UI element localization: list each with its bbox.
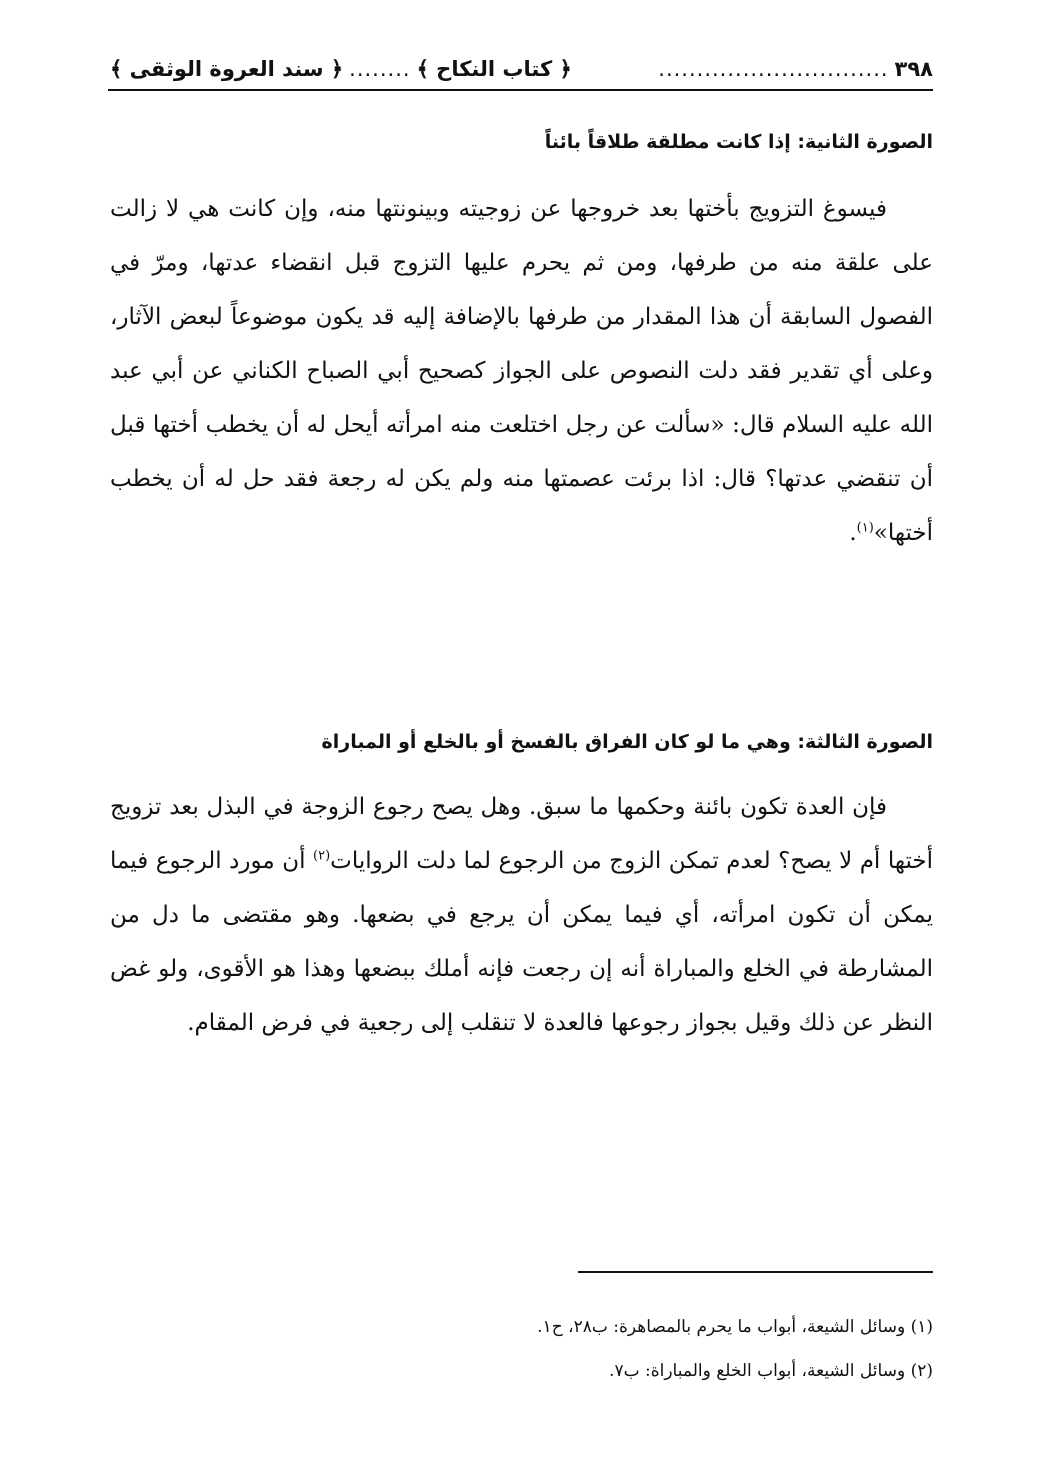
paragraph-third-case-text-b: أن مورد الرجوع فيما يمكن أن تكون امرأته، أي فيما يمكن أن يرجع في بضعها. وهو مقتضى ما دل من المشارطة في الخلع والمباراة أنه إن رجعت فإنه أملك ببضعها وهذا هو الأقوى، ولو غض النظر عن ذلك وقيل بجواز رجوعها فالعدة لا تنقلب إلى رجعية في فرض المقام.	[110, 848, 933, 1036]
page-number: ٣٩٨	[894, 57, 933, 81]
footnote-ref-2: (٢)	[313, 848, 331, 864]
header-dots-leader: ..............................	[658, 57, 889, 81]
footnote-2: (٢) وسائل الشيعة، أبواب الخلع والمباراة: ب٧.	[609, 1361, 933, 1381]
header-rule	[108, 89, 933, 91]
footnote-ref-1: (١)	[856, 520, 874, 536]
chapter-title: ﴿ كتاب النكاح ﴾	[416, 57, 572, 81]
header-titles	[110, 57, 572, 81]
footnote-1: (١) وسائل الشيعة، أبواب ما يحرم بالمصاهرة: ب٢٨، ح١.	[537, 1317, 933, 1337]
header-dots-separator: ........	[349, 57, 411, 81]
section-heading-second-case: الصورة الثانية: إذا كانت مطلقة طلاقاً بائناً	[544, 131, 933, 153]
paragraph-second-case	[110, 182, 933, 560]
footnotes	[110, 1305, 933, 1393]
paragraph-third-case-text-a: فإن العدة تكون بائنة وحكمها ما سبق. وهل يصح رجوع الزوجة في البذل بعد تزويج أختها أم لا يصح؟ لعدم تمكن الزوج من الرجوع لما دلت الروايات	[110, 794, 933, 874]
running-header	[110, 48, 933, 90]
footnote-rule	[578, 1271, 933, 1273]
section-heading-third-case: الصورة الثالثة: وهي ما لو كان الفراق بالفسخ أو بالخلع أو المباراة	[321, 731, 933, 753]
book-title: ﴿ سند العروة الوثقى ﴾	[110, 57, 344, 81]
paragraph-second-case-text: فيسوغ التزويج بأختها بعد خروجها عن زوجيته وبينونتها منه، وإن كانت هي لا زالت على علقة منه من طرفها، ومن ثم يحرم عليها التزوج قبل انقضاء عدتها، ومرّ في الفصول السابقة أن هذا المقدار من طرفها بالإضافة إليه قد يكون موضوعاً لبعض الآثار، وعلى أي تقدير فقد دلت النصوص على الجواز كصحيح أبي الصباح الكناني عن أبي عبد الله عليه السلام قال: «سألت عن رجل اختلعت منه امرأته أيحل له أن يخطب أختها قبل أن تنقضي عدتها؟ قال: اذا برئت عصمتها منه ولم يكن له رجعة فقد حل له أن يخطب أختها»	[110, 196, 933, 546]
paragraph-third-case	[110, 780, 933, 1050]
paragraph-second-case-end: .	[849, 520, 857, 546]
